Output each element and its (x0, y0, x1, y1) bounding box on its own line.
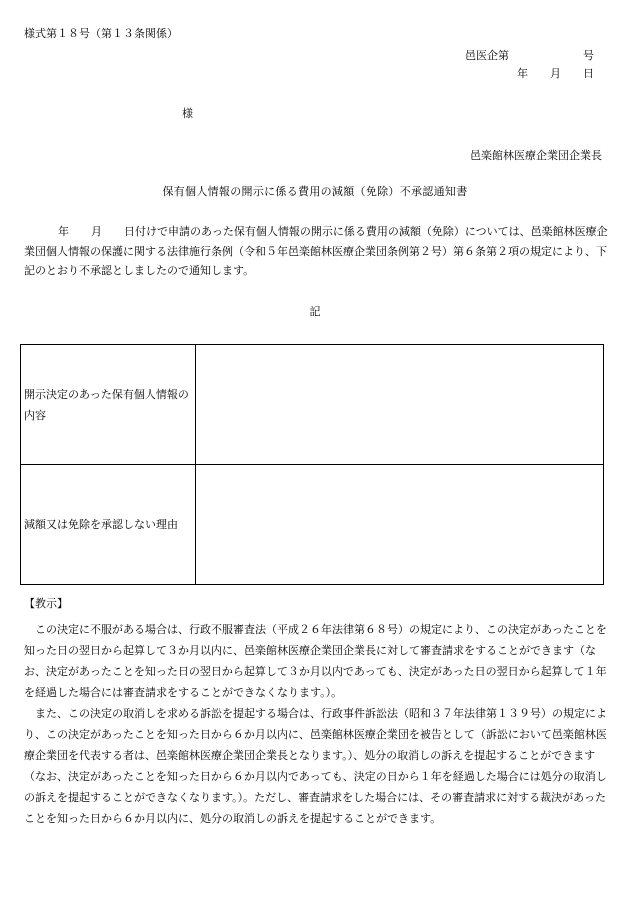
date-day-label: 日 (583, 67, 594, 80)
date-year-label: 年 (517, 67, 528, 80)
note-mark: 記 (309, 305, 321, 318)
refusal-reason-label: 減額又は免除を承認しない理由 (21, 465, 196, 585)
document-number-suffix: 号 (583, 49, 594, 62)
table-row (21, 345, 604, 465)
refusal-reason-value (196, 465, 604, 585)
document-date (495, 67, 594, 81)
document-title: 保有個人情報の開示に係る費用の減額（免除）不承認通知書 (162, 185, 468, 198)
detail-table (20, 344, 604, 585)
date-month-label: 月 (550, 67, 561, 80)
notice-body: 年 月 日付けで申請のあった保有個人情報の開示に係る費用の減額（免除）については、邑楽館林医療企業団個人情報の保護に関する法律施行条例（令和５年邑楽館林医療企業団条例第２号）第６条第２項の規定により、下記のとおり不承認としましたので通知します。 (24, 225, 608, 277)
form-label: 様式第１８号（第１３条関係） (24, 27, 178, 40)
issuer-name: 邑楽館林医療企業団企業長 (470, 149, 602, 162)
instruction-paragraph-lawsuit: また、この決定の取消しを求める訴訟を提起する場合は、行政事件訴訟法（昭和３７年法律第１３９号）の規定により、この決定があったことを知った日から６か月以内に、邑楽館林医療企業団を被告として（訴訟において邑楽館林医療企業団を代表する者は、邑楽館林医療企業団企業長となります。）、処分の取消しの訴えを提起することができます（なお、決定があったことを知った日から６か月以内であっても、決定の日から１年を経過した場合には処分の取消しの訴えを提起することができなくなります。）。ただし、審査請求をした場合には、その審査請求に対する裁決があったことを知った日から６か月以内に、処分の取消しの訴えを提起することができます。 (24, 707, 607, 825)
addressee: 様 (182, 107, 193, 120)
document-number (465, 49, 594, 63)
instruction-heading: 【教示】 (24, 597, 68, 610)
info-content-value (196, 345, 604, 465)
table-row (21, 465, 604, 585)
info-content-label: 開示決定のあった保有個人情報の内容 (21, 345, 196, 465)
document-number-label: 邑医企第 (465, 49, 509, 62)
instruction-paragraph-appeal: この決定に不服がある場合は、行政不服審査法（平成２６年法律第６８号）の規定により、この決定があったことを知った日の翌日から起算して３か月以内に、邑楽館林医療企業団企業長に対して審査請求をすることができます（なお、決定があったことを知った日の翌日から起算して３か月以内であっても、決定があった日の翌日から起算して１年を経過した場合には審査請求をすることができなくなります。）。 (24, 623, 607, 699)
